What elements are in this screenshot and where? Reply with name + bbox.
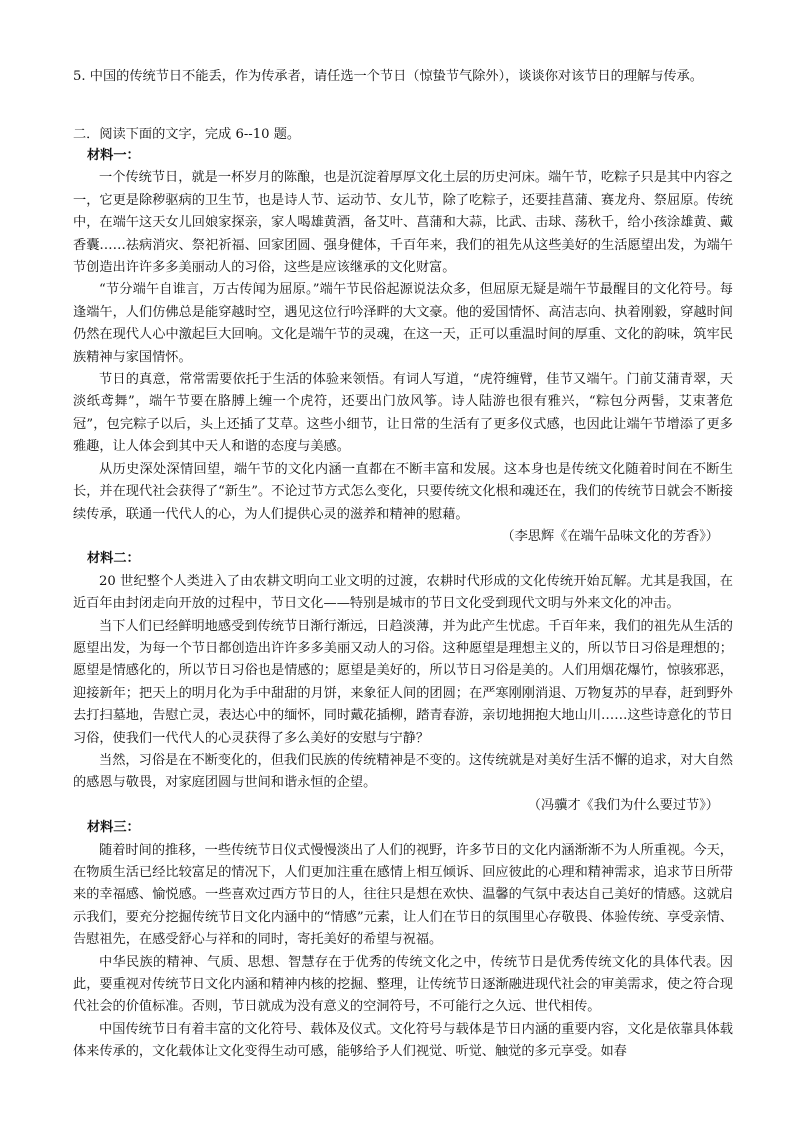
material-2-source: （冯骥才《我们为什么要过节》） xyxy=(527,797,719,813)
section-2-heading: 二．阅读下面的文字，完成 6--10 题。 xyxy=(73,127,301,142)
question-5: 5. 中国的传统节日不能丢，作为传承者，请任选一个节日（惊蛰节气除外），谈谈你对该节日的理解与传承。 xyxy=(73,69,703,84)
material-2-paragraph-1: 20 世纪整个人类进入了由农耕文明向工业文明的过渡，农耕时代形成的文化传统开始瓦解。尤其是我国，在近百年由封闭走向开放的过程中，节日文化——特别是城市的节日文化受到现代文明与外来文化的冲击。 xyxy=(73,573,733,612)
material-3-paragraph-3: 中国传统节日有着丰富的文化符号、载体及仪式。文化符号与载体是节日内涵的重要内容，文化是依靠具体载体来传承的，文化载体让文化变得生动可感，能够给予人们视觉、听觉、触觉的多元享受。如春 xyxy=(73,1021,733,1060)
material-1-paragraph-1: 一个传统节日，就是一杯岁月的陈酿，也是沉淀着厚厚文化土层的历史河床。端午节，吃粽子只是其中内容之一，它更是除秽驱病的卫生节，也是诗人节、运动节、女儿节，除了吃粽子，还要挂菖蒲、赛龙舟、祭屈原。传统中，在端午这天女儿回娘家探亲，家人喝雄黄酒，备艾叶、菖蒲和大蒜，比武、击球、荡秋千，给小孩涂雄黄、戴香囊……祛病消灾、祭祀祈福、回家团圆、强身健体，千百年来，我们的祖先从这些美好的生活愿望出发，为端午节创造出许许多多美丽动人的习俗，这些是应该继承的文化财富。 xyxy=(73,170,733,276)
material-2-heading: 材料二： xyxy=(87,551,140,567)
material-1-paragraph-2: “节分端午自谁言，万古传闻为屈原。”端午节民俗起源说法众多，但屈原无疑是端午节最醒目的文化符号。每逢端午，人们仿佛总是能穿越时空，遇见这位行吟泽畔的大文豪。他的爱国情怀、高洁志向、执着刚毅，穿越时间仍然在现代人心中激起巨大回响。文化是端午节的灵魂，在这一天，正可以重温时间的厚重、文化的韵味，筑牢民族精神与家国情怀。 xyxy=(73,282,733,365)
material-3-paragraph-1: 随着时间的推移，一些传统节日仪式慢慢淡出了人们的视野，许多节日的文化内涵渐渐不为人所重视。今天，在物质生活已经比较富足的情况下，人们更加注重在感情上相互倾诉、回应彼此的心理和精神需求，追求节日所带来的幸福感、愉悦感。一些喜欢过西方节日的人，往往只是想在欢快、温馨的气氛中表达自己美好的情感。这就启示我们，要充分挖掘传统节日文化内涵中的“情感”元素，让人们在节日的氛围里心存敬畏、体验传统、享受亲情、告慰祖先，在感受舒心与祥和的同时，寄托美好的希望与祝福。 xyxy=(73,842,733,948)
material-3-paragraph-2: 中华民族的精神、气质、思想、智慧存在于优秀的传统文化之中，传统节日是优秀传统文化的具体代表。因此，要重视对传统节日文化内涵和精神内核的挖掘、整理，让传统节日逐渐融进现代社会的审美需求，使之符合现代社会的价值标准。否则，节日就成为没有意义的空洞符号，不可能行之久远、世代相传。 xyxy=(73,954,733,1015)
reading-materials xyxy=(73,145,733,1064)
material-1-source: （李思辉《在端午品味文化的芳香》） xyxy=(501,528,719,544)
material-2-paragraph-2: 当下人们已经鲜明地感受到传统节日渐行渐远，日趋淡薄，并为此产生忧虑。千百年来，我们的祖先从生活的愿望出发，为每一个节日都创造出许许多多美丽又动人的习俗。这种愿望是理想主义的，所以节日习俗是理想的；愿望是情感化的，所以节日习俗也是情感的；愿望是美好的，所以节日习俗是美的。人们用烟花爆竹，惊骇邪恶，迎接新年；把天上的明月化为手中甜甜的月饼，来象征人间的团圆；在严寒刚刚消退、万物复苏的早春，赶到野外去打扫墓地，告慰亡灵，表达心中的缅怀，同时戴花插柳，踏青春游，亲切地拥抱大地山川……这些诗意化的节日习俗，使我们一代代人的心灵获得了多么美好的安慰与宁静？ xyxy=(73,618,733,746)
material-1-paragraph-3: 节日的真意，常常需要依托于生活的体验来领悟。有词人写道，“虎符缠臂，佳节又端午。门前艾蒲青翠，天淡纸鸢舞”，端午节要在胳膊上缠一个虎符，还要出门放风筝。诗人陆游也很有雅兴，“粽包分两髻，艾束著危冠”，包完粽子以后，头上还插了艾草。这些小细节，让日常的生活有了更多仪式感，也因此让端午节增添了更多雅趣，让人体会到其中天人和谐的态度与美感。 xyxy=(73,372,733,455)
material-2-paragraph-3: 当然，习俗是在不断变化的，但我们民族的传统精神是不变的。这传统就是对美好生活不懈的追求，对大自然的感恩与敬畏，对家庭团圆与世间和谐永恒的企望。 xyxy=(73,752,733,791)
material-1-paragraph-4: 从历史深处深情回望，端午节的文化内涵一直都在不断丰富和发展。这本身也是传统文化随着时间在不断生长，并在现代社会获得了“新生”。不论过节方式怎么变化，只要传统文化根和魂还在，我们的传统节日就会不断接续传承，联通一代代人的心，为人们提供心灵的滋养和精神的慰藉。 xyxy=(73,461,733,522)
material-1-heading: 材料一： xyxy=(87,148,140,163)
material-3-heading: 材料三： xyxy=(87,820,140,836)
